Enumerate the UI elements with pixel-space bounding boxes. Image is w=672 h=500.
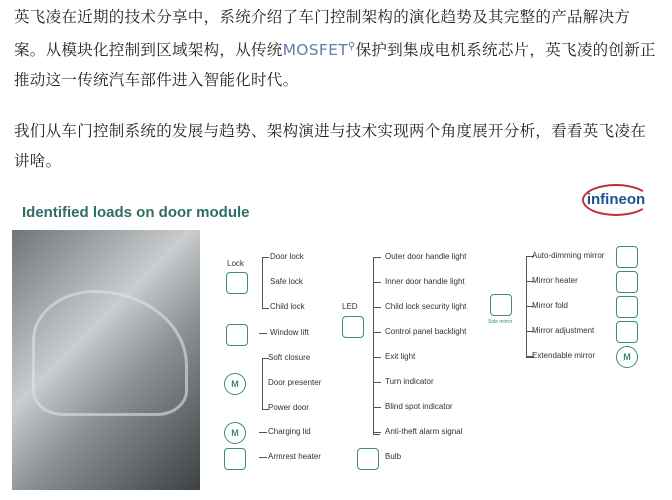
bracket: [262, 257, 269, 309]
load-item: Window lift: [270, 328, 309, 337]
connector: [373, 307, 381, 308]
mosfet-link[interactable]: MOSFET: [282, 41, 348, 60]
bracket: [373, 257, 380, 435]
infineon-logo: infineon: [582, 184, 650, 216]
side-mirror-label: Side mirror: [488, 319, 513, 325]
connector: [373, 282, 381, 283]
connector: [373, 257, 381, 258]
mirror-adjustment-icon: [616, 321, 638, 343]
load-item: Door lock: [270, 252, 304, 261]
auto-dimming-mirror-icon: [616, 246, 638, 268]
text-line: [14, 32, 662, 65]
connector: [373, 407, 381, 408]
load-item: Extendable mirror: [532, 351, 596, 360]
led-label: LED: [342, 302, 358, 311]
connector: [259, 333, 267, 334]
mirror-heater-icon: [616, 271, 638, 293]
load-item: Mirror adjustment: [532, 326, 595, 335]
load-item: Turn indicator: [385, 377, 434, 386]
motor-icon: M: [616, 346, 638, 368]
load-item: Soft closure: [268, 353, 311, 362]
text: 保护到集成电机系统芯片，英飞凌的创新正: [355, 41, 656, 60]
text-line: 推动这一传统汽车部件进入智能化时代。: [14, 71, 299, 90]
window-lift-icon: [226, 324, 248, 346]
load-item: Bulb: [385, 452, 402, 461]
paragraph-1: [14, 2, 662, 95]
text-line: 讲啥。: [14, 152, 62, 170]
load-item: Inner door handle light: [385, 277, 465, 286]
connector: [373, 332, 381, 333]
load-item: Door presenter: [268, 378, 322, 387]
door-lock-icon: [226, 272, 248, 294]
car-image: [12, 230, 200, 490]
text: 案。从模块化控制到区域架构，从传统: [14, 41, 283, 60]
load-item: Blind spot indicator: [385, 402, 453, 411]
load-item: Safe lock: [270, 277, 303, 286]
motor-icon: M: [224, 422, 246, 444]
paragraph-2: [14, 116, 662, 176]
bulb-icon: [357, 448, 379, 470]
mirror-fold-icon: [616, 296, 638, 318]
load-item: Mirror heater: [532, 276, 578, 285]
load-item: Exit light: [385, 352, 416, 361]
load-item: Control panel backlight: [385, 327, 467, 336]
connector: [259, 432, 267, 433]
load-item: Child lock security light: [385, 302, 467, 311]
heater-icon: [224, 448, 246, 470]
figure-title: Identified loads on door module: [22, 204, 250, 221]
motor-icon: M: [224, 373, 246, 395]
text-line: 英飞凌在近期的技术分享中，系统介绍了车门控制架构的演化趋势及其完整的产品解决方: [14, 8, 631, 26]
load-item: Charging lid: [268, 427, 311, 436]
search-icon[interactable]: ⚲: [348, 41, 356, 52]
load-item: Mirror fold: [532, 301, 569, 310]
door-module-figure: [12, 184, 662, 490]
connector: [373, 357, 381, 358]
load-item: Armrest heater: [268, 452, 321, 461]
load-item: Outer door handle light: [385, 252, 467, 261]
led-icon: [342, 316, 364, 338]
connector: [259, 457, 267, 458]
connector: [373, 382, 381, 383]
load-item: Anti-theft alarm signal: [385, 427, 463, 436]
load-item: Auto-dimming mirror: [532, 251, 605, 260]
connector: [373, 432, 381, 433]
text-line: 我们从车门控制系统的发展与趋势、架构演进与技术实现两个角度展开分析，看看英飞凌在: [14, 122, 647, 140]
lock-label: Lock: [227, 259, 244, 268]
load-item: Power door: [268, 403, 309, 412]
side-mirror-icon: [490, 294, 512, 316]
load-item: Child lock: [270, 302, 305, 311]
